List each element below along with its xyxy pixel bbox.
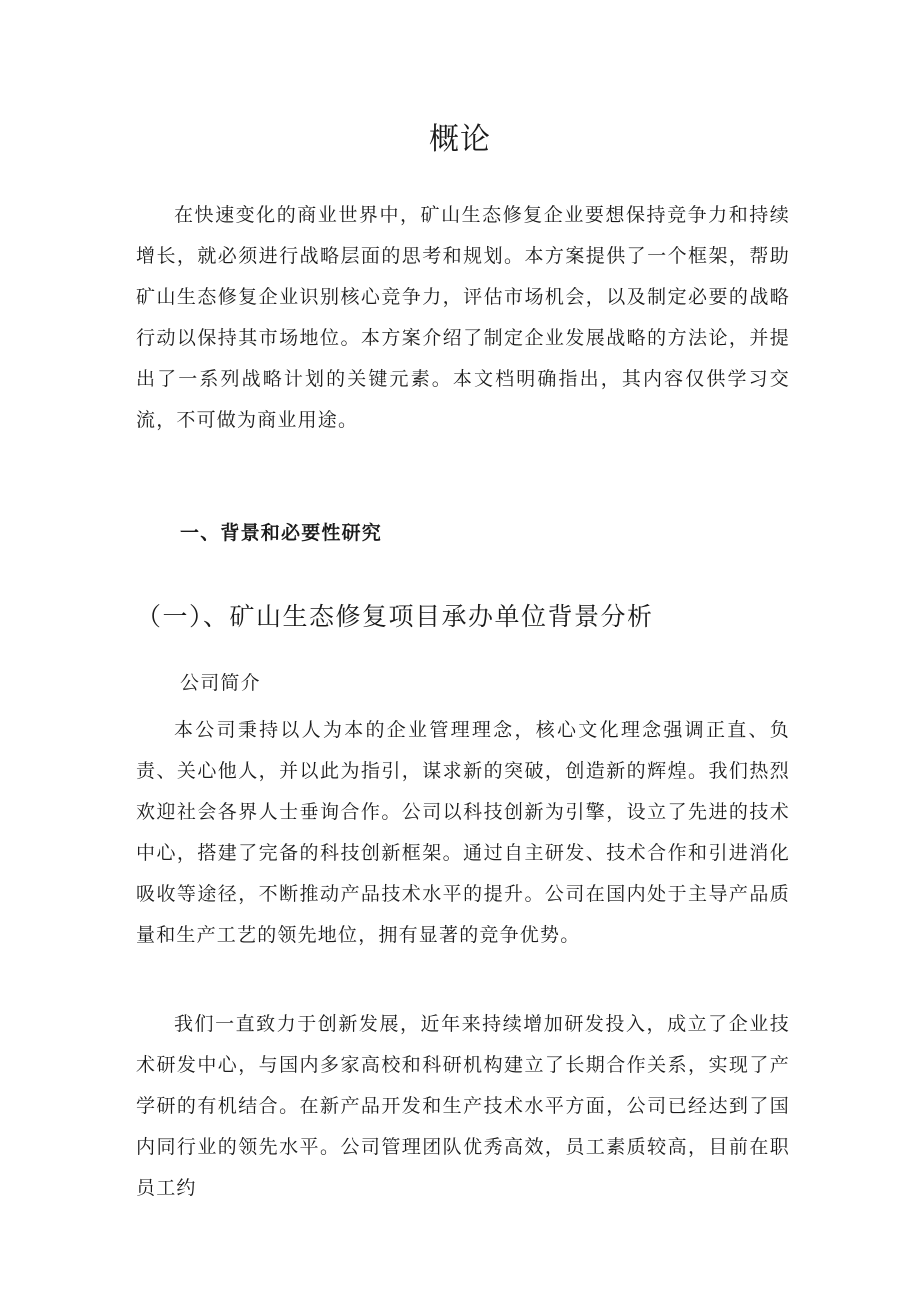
company-paragraph-1: 本公司秉持以人为本的企业管理理念，核心文化理念强调正直、负责、关心他人，并以此为指引，谋求新的突破，创造新的辉煌。我们热烈欢迎社会各界人士垂询合作。公司以科技创新为引擎，设立了先进的技术中心，搭建了完备的科技创新框架。通过自主研发、技术合作和引进消化吸收等途径，不断推动产品技术水平的提升。公司在国内处于主导产品质量和生产工艺的领先地位，拥有显著的竞争优势。: [136, 719, 790, 946]
intro-paragraph: 在快速变化的商业世界中，矿山生态修复企业要想保持竞争力和持续增长，就必须进行战略层面的思考和规划。本方案提供了一个框架，帮助矿山生态修复企业识别核心竞争力，评估市场机会，以及制定必要的战略行动以保持其市场地位。本方案介绍了制定企业发展战略的方法论，并提出了一系列战略计划的关键元素。本文档明确指出，其内容仅供学习交流，不可做为商业用途。: [136, 204, 790, 431]
section-heading: 一、背景和必要性研究: [180, 522, 383, 544]
company-paragraph-2: 我们一直致力于创新发展，近年来持续增加研发投入，成立了企业技术研发中心，与国内多家高校和科研机构建立了长期合作关系，实现了产学研的有机结合。在新产品开发和生产技术水平方面，公司已经达到了国内同行业的领先水平。公司管理团队优秀高效，员工素质较高，目前在职员工约: [136, 1013, 790, 1199]
company-intro-heading: 公司简介: [180, 672, 261, 694]
subsection-heading: （一）、矿山生态修复项目承办单位背景分析: [136, 602, 654, 631]
document-title: 概论: [429, 122, 491, 157]
